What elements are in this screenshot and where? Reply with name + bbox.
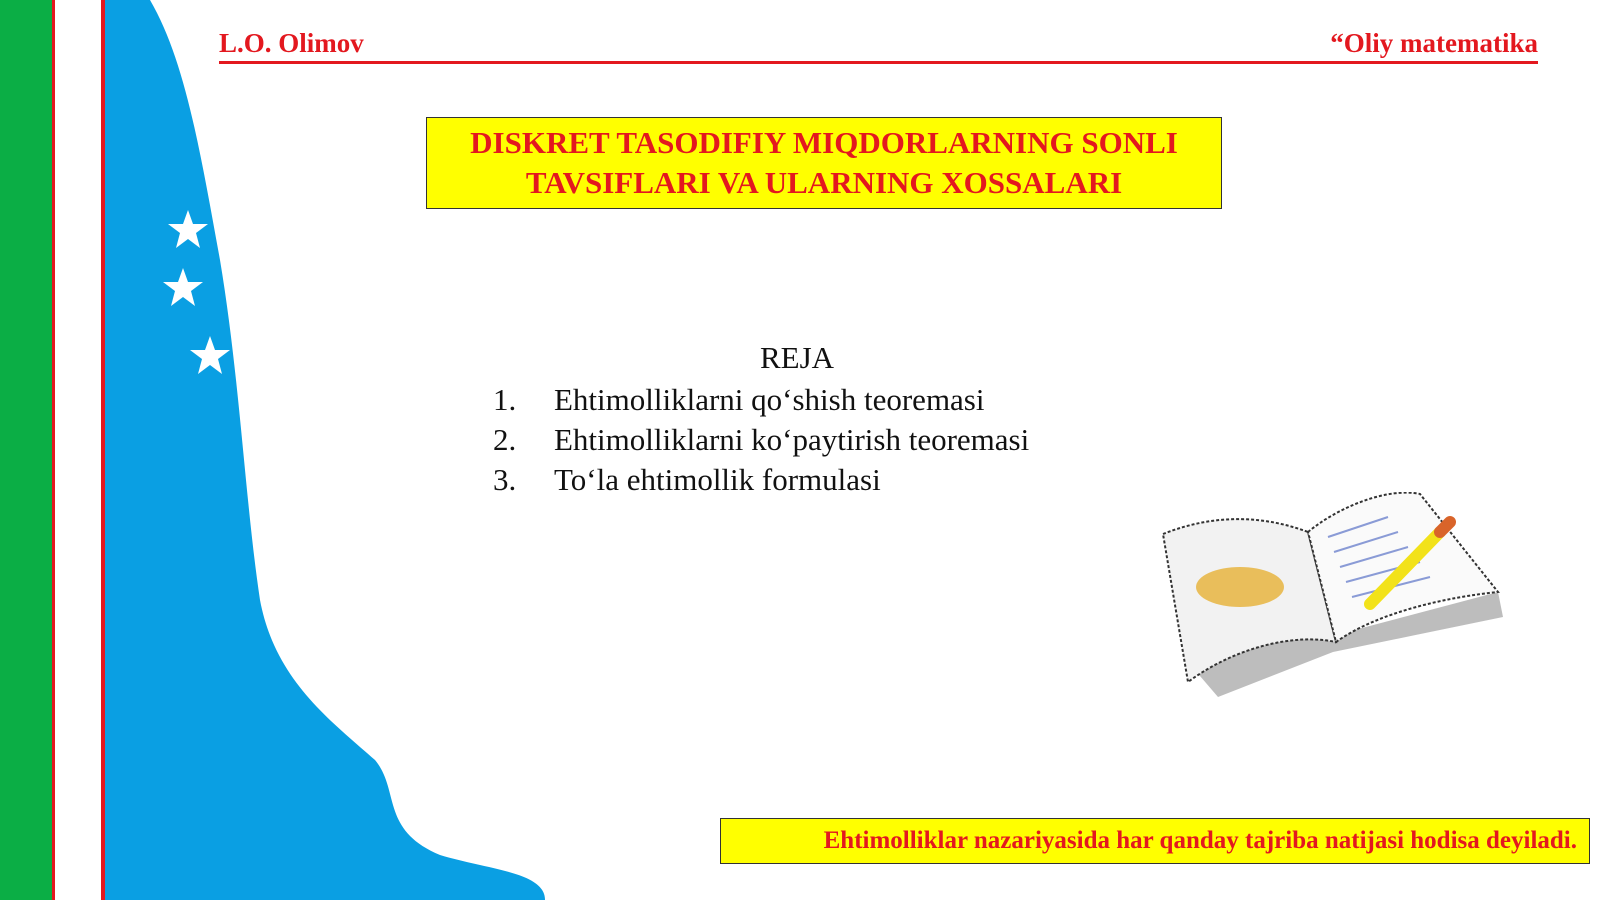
plan-list	[493, 380, 1029, 500]
definition-note: Ehtimolliklar nazariyasida har qanday tajriba natijasi hodisa deyiladi.	[823, 827, 1577, 854]
flag-red-line-right	[101, 0, 105, 900]
definition-note-box	[720, 818, 1590, 864]
plan-item-text: Ehtimolliklarni qo‘shish teoremasi	[554, 382, 985, 417]
flag-red-line-left	[52, 0, 55, 900]
flag-white-stripe	[52, 0, 104, 900]
header-underline	[219, 61, 1538, 64]
open-book-icon	[1158, 492, 1514, 712]
book-leaf-drawing	[1196, 567, 1284, 607]
plan-heading: REJA	[760, 340, 835, 375]
plan-item-number: 3.	[493, 462, 517, 497]
slide-title-box	[426, 117, 1222, 209]
flag-green-stripe	[0, 0, 52, 900]
author-name: L.O. Olimov	[219, 28, 364, 58]
pencil-tip	[1440, 522, 1450, 532]
slide-title-line-2: TAVSIFLARI VA ULARNING XOSSALARI	[525, 165, 1123, 200]
plan-item	[493, 460, 1029, 500]
plan-item-text: Ehtimolliklarni ko‘paytirish teoremasi	[554, 422, 1030, 457]
slide-title-line-1: DISKRET TASODIFIY MIQDORLARNING SONLI	[470, 125, 1178, 160]
plan-item	[493, 420, 1029, 460]
course-name: “Oliy matematika	[1330, 28, 1538, 58]
plan-item-number: 1.	[493, 382, 517, 417]
plan-item	[493, 380, 1029, 420]
plan-item-number: 2.	[493, 422, 517, 457]
plan-item-text: To‘la ehtimollik formulasi	[554, 462, 881, 497]
